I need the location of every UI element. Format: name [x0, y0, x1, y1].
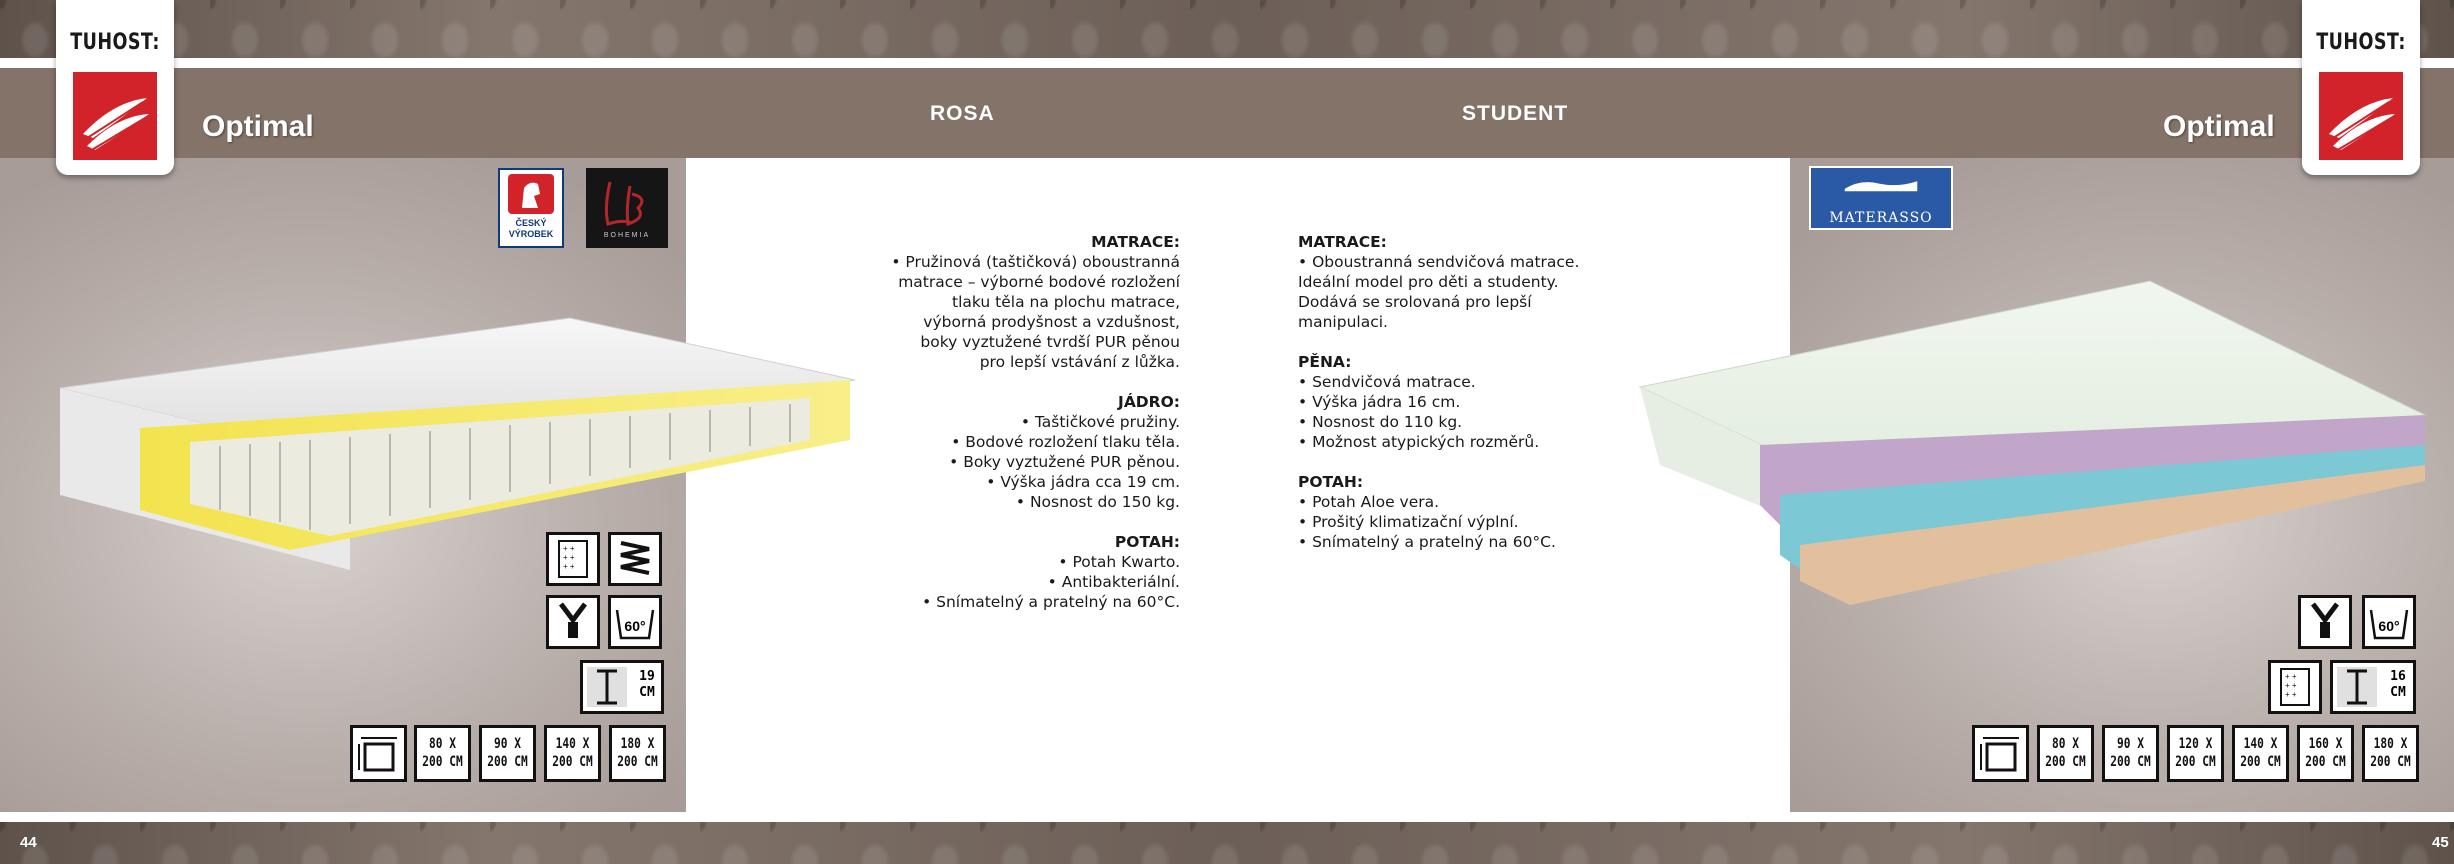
pocket-spring-icon: [546, 532, 600, 586]
size-option: 140 X 200 CM: [544, 725, 601, 782]
dimensions-icon: [350, 725, 407, 782]
svg-text:+ +: + +: [563, 562, 575, 571]
height-unit: CM: [639, 685, 655, 700]
category-label-left: Optimal: [202, 110, 314, 143]
text-line: • Pružinová (taštičková) oboustranná: [891, 253, 1180, 271]
firmness-label: TUHOST:: [2316, 30, 2406, 55]
wash-temp-text: 60°: [2378, 618, 2400, 634]
firmness-card-right: [2302, 0, 2420, 175]
section-heading: POTAH:: [1298, 473, 1364, 491]
lb-logo-sub: BOHEMIA: [603, 232, 651, 239]
text-line: pro lepší vstávání z lůžka.: [979, 353, 1180, 371]
height-value: 16: [2390, 669, 2406, 684]
page-number-left: 44: [20, 834, 37, 851]
firmness-card-left: [56, 0, 174, 175]
firmness-label: TUHOST:: [70, 30, 160, 55]
text-line: • Výška jádra cca 19 cm.: [986, 473, 1180, 491]
rosa-mattress-image: [50, 310, 860, 570]
category-label-right: Optimal: [2163, 110, 2275, 143]
text-line: • Nosnost do 110 kg.: [1298, 413, 1463, 431]
top-white-stripe: [0, 58, 2454, 68]
section-heading: POTAH:: [1114, 533, 1180, 551]
student-mattress-image: [1630, 275, 2430, 605]
section-heading: MATRACE:: [1298, 233, 1387, 251]
size-option: 180 X 200 CM: [2362, 725, 2419, 782]
zipper-icon: [546, 595, 600, 649]
text-line: boky vyztužené tvrdší PUR pěnou: [920, 333, 1180, 351]
section-heading: MATRACE:: [1091, 233, 1180, 251]
svg-text:+ +: + +: [2285, 672, 2297, 681]
czech-product-logo: [498, 168, 564, 248]
svg-text:+ +: + +: [563, 553, 575, 562]
product-title-rosa: ROSA: [930, 102, 995, 125]
student-description: [1298, 232, 1638, 552]
zipper-icon: [2298, 595, 2352, 649]
text-line: manipulaci.: [1298, 313, 1388, 331]
size-option: 140 X 200 CM: [2232, 725, 2289, 782]
wash-60-icon: [2362, 595, 2416, 649]
dimensions-icon: [1972, 725, 2029, 782]
text-line: • Taštičkové pružiny.: [1020, 413, 1180, 431]
height-unit: CM: [2390, 685, 2406, 700]
text-line: Dodává se srolovaná pro lepší: [1298, 293, 1532, 311]
text-line: • Možnost atypických rozměrů.: [1298, 433, 1540, 451]
lb-bohemia-logo: [586, 168, 668, 248]
size-option: 180 X 200 CM: [609, 725, 666, 782]
text-line: • Potah Kwarto.: [1058, 553, 1180, 571]
text-line: • Boky vyztužené PUR pěnou.: [949, 453, 1180, 471]
size-option: 90 X 200 CM: [479, 725, 536, 782]
text-line: • Prošitý klimatizační výplní.: [1298, 513, 1519, 531]
czech-logo-text-2: VÝROBEK: [508, 229, 554, 239]
section-heading: PĚNA:: [1298, 353, 1352, 371]
bottom-white-stripe: [0, 812, 2454, 822]
height-value: 19: [639, 669, 655, 684]
text-line: • Nosnost do 150 kg.: [1015, 493, 1180, 511]
size-option: 80 X 200 CM: [414, 725, 471, 782]
text-line: • Výška jádra 16 cm.: [1298, 393, 1461, 411]
core-height-icon: [580, 660, 664, 714]
text-line: • Potah Aloe vera.: [1298, 493, 1440, 511]
page-number-right: 45: [2432, 834, 2449, 851]
text-line: matrace – výborné bodové rozložení: [898, 273, 1180, 291]
pocket-spring-icon: [2268, 660, 2322, 714]
text-line: tlaku těla na plochu matrace,: [952, 293, 1180, 311]
materasso-text: MATERASSO: [1829, 210, 1933, 226]
text-line: Ideální model pro děti a studenty.: [1298, 273, 1559, 291]
header-bar: [0, 68, 2454, 158]
sleeper-icon: [1811, 170, 1951, 210]
svg-text:+ +: + +: [2285, 690, 2297, 699]
czech-logo-text-1: ČESKÝ: [515, 218, 547, 228]
text-line: • Snímatelný a pratelný na 60°C.: [1298, 533, 1556, 551]
core-height-icon: [2330, 660, 2416, 714]
lion-icon: [508, 174, 554, 214]
feather-icon: [73, 72, 157, 160]
top-wallpaper-band: [0, 0, 2454, 58]
wash-60-icon: [608, 595, 662, 649]
text-line: • Antibakteriální.: [1047, 573, 1180, 591]
svg-text:+ +: + +: [2285, 681, 2297, 690]
size-option: 90 X 200 CM: [2102, 725, 2159, 782]
svg-text:+ +: + +: [563, 544, 575, 553]
text-line: • Bodové rozložení tlaku těla.: [951, 433, 1180, 451]
text-line: • Snímatelný a pratelný na 60°C.: [922, 593, 1180, 611]
materasso-logo: [1809, 166, 1953, 230]
text-line: • Oboustranná sendvičová matrace.: [1298, 253, 1580, 271]
size-option: 80 X 200 CM: [2037, 725, 2094, 782]
section-heading: JÁDRO:: [1118, 393, 1180, 411]
text-line: výborná prodyšnost a vzdušnost,: [923, 313, 1180, 331]
wash-temp-text: 60°: [624, 618, 646, 634]
rosa-description: [850, 232, 1180, 612]
size-option: 120 X 200 CM: [2167, 725, 2224, 782]
feather-icon: [2319, 72, 2403, 160]
text-line: • Sendvičová matrace.: [1298, 373, 1476, 391]
product-title-student: STUDENT: [1462, 102, 1569, 125]
size-option: 160 X 200 CM: [2297, 725, 2354, 782]
spring-icon: [608, 532, 662, 586]
bottom-wallpaper-band: [0, 822, 2454, 864]
